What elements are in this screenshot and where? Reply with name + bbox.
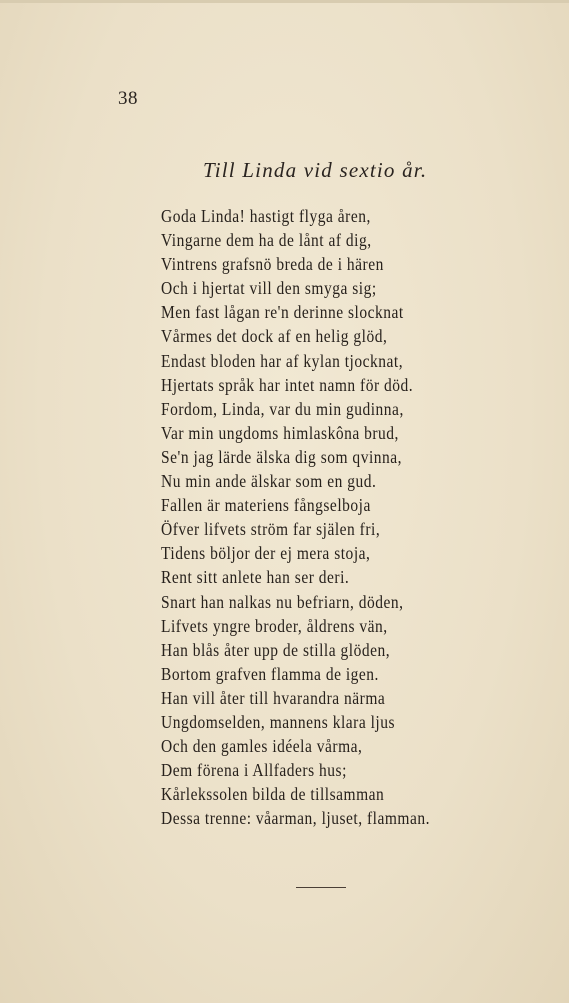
poem-line: Vingarne dem ha de lånt af dig, (161, 230, 372, 251)
end-rule-divider (296, 887, 346, 888)
poem-line: Rent sitt anlete han ser deri. (161, 567, 350, 588)
poem-line: Och den gamles idéela vårma, (161, 736, 363, 757)
poem-line: Och i hjertat vill den smyga sig; (161, 278, 377, 299)
poem-line: Tidens böljor der ej mera stoja, (161, 543, 371, 564)
poem-line: Dessa trenne: våarman, ljuset, flamman. (161, 808, 431, 829)
page-top-edge (0, 0, 569, 3)
poem-line: Dem förena i Allfaders hus; (161, 760, 347, 781)
poem-line: Se'n jag lärde älska dig som qvinna, (161, 446, 403, 467)
poem-line: Snart han nalkas nu befriarn, döden, (161, 591, 404, 612)
poem-line: Han vill åter till hvarandra närma (161, 687, 386, 708)
poem-line: Bortom grafven flamma de igen. (161, 663, 379, 684)
poem-line: Fallen är materiens fångselboja (161, 495, 371, 516)
poem-line: Endast bloden har af kylan tjocknat, (161, 350, 404, 371)
poem-line: Nu min ande älskar som en gud. (161, 471, 377, 492)
poem-line: Vintrens grafsnö breda de i hären (161, 254, 384, 275)
page-number: 38 (118, 88, 138, 109)
poem-title: Till Linda vid sextio år. (203, 158, 428, 182)
poem-line: Hjertats språk har intet namn för död. (161, 374, 414, 395)
poem-line: Fordom, Linda, var du min gudinna, (161, 398, 404, 419)
poem-line: Öfver lifvets ström far själen fri, (161, 519, 381, 540)
poem-line: Kårlekssolen bilda de tillsamman (161, 784, 385, 805)
poem-line: Goda Linda! hastigt flyga åren, (161, 206, 371, 226)
poem-line: Han blås åter upp de stilla glöden, (161, 639, 391, 660)
poem-body (161, 204, 481, 830)
poem-line: Var min ungdoms himlaskôna brud, (161, 422, 399, 443)
poem-line: Men fast lågan re'n derinne slocknat (161, 302, 404, 323)
poem-line: Lifvets yngre broder, åldrens vän, (161, 615, 388, 636)
poem-line: Ungdomselden, mannens klara ljus (161, 711, 396, 732)
poem-line: Vårmes det dock af en helig glöd, (161, 326, 388, 347)
